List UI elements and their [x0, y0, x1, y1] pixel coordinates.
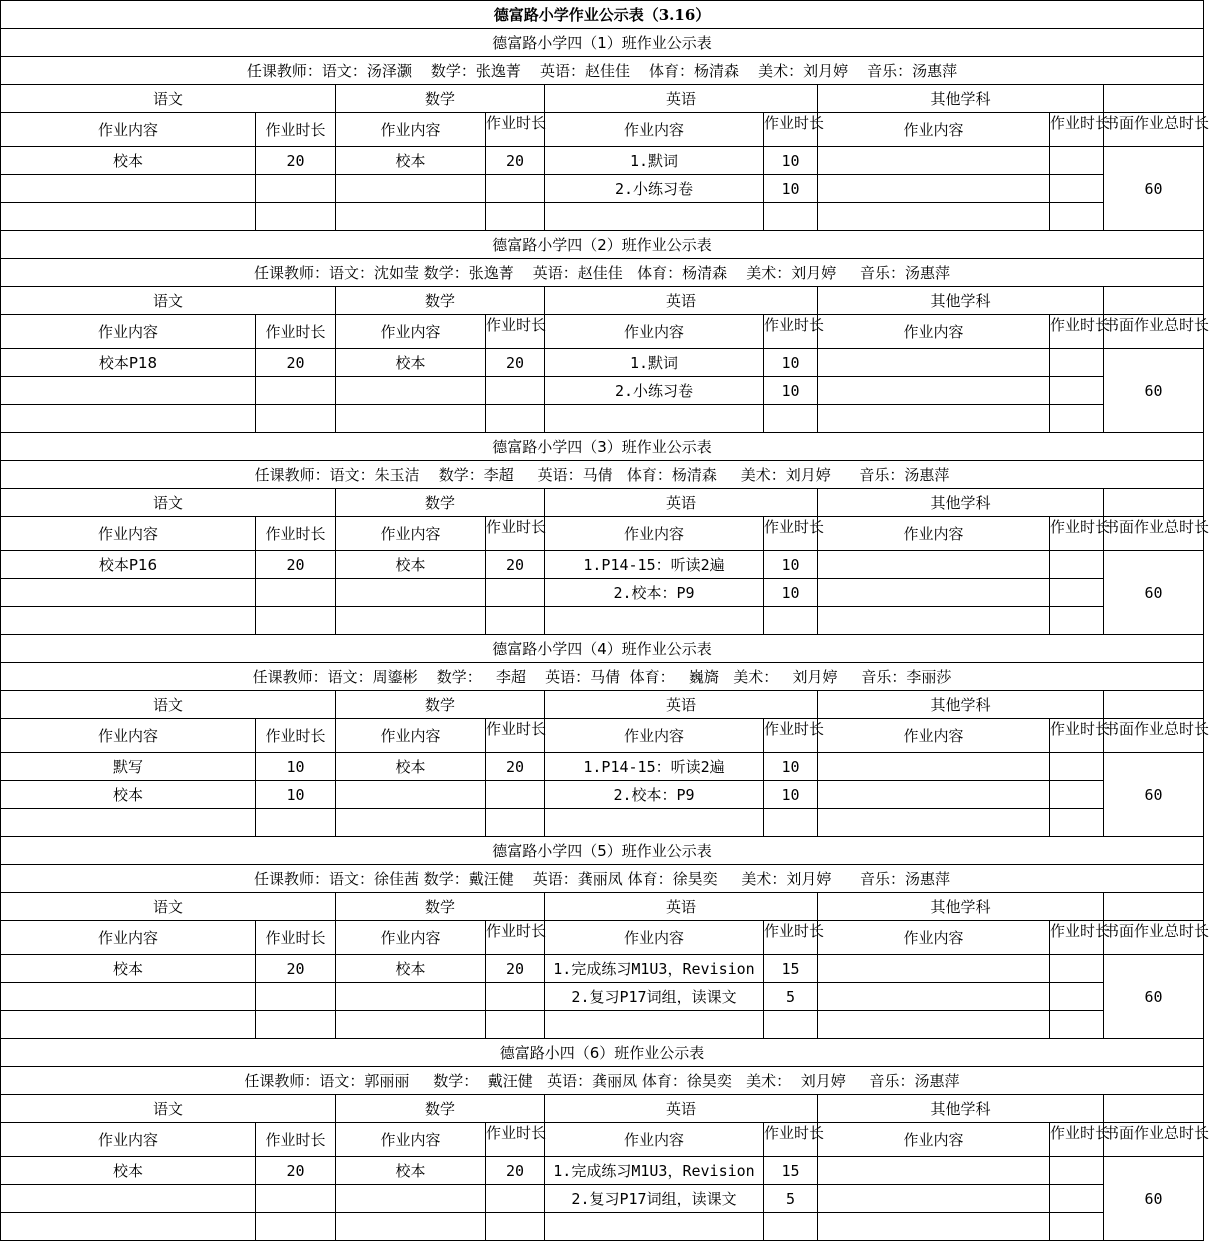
teachers-line: 任课教师：语文：郭丽丽 数学： 戴汪健 英语：龚丽凤 体育：徐昊奕 美术： 刘月婷 音乐：汤惠萍 [1, 1067, 1204, 1095]
chinese-content [1, 607, 256, 635]
col-header-duration: 作业时长 [256, 315, 336, 349]
math-content [336, 405, 486, 433]
col-header-duration-text: 作业时长 [486, 719, 547, 738]
chinese-content [1, 1213, 256, 1241]
chinese-content [1, 175, 256, 203]
english-duration [764, 1213, 818, 1241]
subject-header-english: 英语 [545, 85, 818, 113]
col-header-duration [1050, 719, 1111, 753]
col-header-duration [764, 517, 825, 551]
col-header-content: 作业内容 [545, 1123, 764, 1157]
math-duration: 20 [486, 753, 545, 781]
english-content [545, 607, 764, 635]
chinese-content: 校本P18 [1, 349, 256, 377]
english-content [545, 203, 764, 231]
col-header-duration [1050, 315, 1111, 349]
col-header-content: 作业内容 [1, 517, 256, 551]
table-row [1, 753, 1204, 781]
subject-header-math: 数学 [336, 1095, 545, 1123]
col-header-content: 作业内容 [818, 921, 1050, 955]
table-row [1, 607, 1204, 635]
math-duration [486, 175, 545, 203]
math-content: 校本 [336, 147, 486, 175]
chinese-duration [256, 377, 336, 405]
subject-header-other: 其他学科 [818, 489, 1104, 517]
table-row [1, 203, 1204, 231]
col-header-total [1104, 1123, 1209, 1157]
col-header-duration-text: 作业时长 [1050, 921, 1111, 940]
col-header-content: 作业内容 [336, 517, 486, 551]
other-content [818, 579, 1050, 607]
col-header-content: 作业内容 [545, 315, 764, 349]
col-header-content: 作业内容 [336, 315, 486, 349]
col-header-duration: 作业时长 [256, 719, 336, 753]
col-header-duration [486, 113, 545, 147]
teachers-line: 任课教师：语文：徐佳茜 数学：戴汪健 英语：龚丽凤 体育：徐昊奕 美术：刘月婷 音乐：汤惠萍 [1, 865, 1204, 893]
col-header-duration [764, 719, 825, 753]
chinese-duration [256, 1011, 336, 1039]
other-duration [1050, 607, 1104, 635]
col-header-duration [1050, 113, 1111, 147]
subject-header-math: 数学 [336, 893, 545, 921]
english-content: 1.完成练习M1U3，Revision [545, 955, 764, 983]
english-content: 1.完成练习M1U3，Revision [545, 1157, 764, 1185]
chinese-content [1, 1185, 256, 1213]
col-header-content: 作业内容 [545, 719, 764, 753]
subject-header-other: 其他学科 [818, 85, 1104, 113]
col-header-total [1104, 315, 1209, 349]
col-header-content: 作业内容 [818, 113, 1050, 147]
chinese-duration: 10 [256, 781, 336, 809]
class-title: 德富路小学四（1）班作业公示表 [1, 29, 1204, 57]
col-header-total-text: 书面作业总时长 [1104, 113, 1209, 132]
col-header-duration [764, 921, 825, 955]
chinese-content: 校本P16 [1, 551, 256, 579]
teachers-line: 任课教师：语文：周鎏彬 数学： 李超 英语：马倩 体育： 巍旖 美术： 刘月婷 音乐：李丽莎 [1, 663, 1204, 691]
col-header-content: 作业内容 [1, 719, 256, 753]
other-duration [1050, 377, 1104, 405]
english-duration [764, 1011, 818, 1039]
english-duration: 10 [764, 349, 818, 377]
col-header-duration: 作业时长 [256, 921, 336, 955]
chinese-duration [256, 1213, 336, 1241]
col-header-total [1104, 517, 1209, 551]
chinese-content: 校本 [1, 955, 256, 983]
other-duration [1050, 175, 1104, 203]
math-content [336, 983, 486, 1011]
english-content [545, 405, 764, 433]
chinese-content: 默写 [1, 753, 256, 781]
chinese-content [1, 203, 256, 231]
chinese-duration [256, 809, 336, 837]
subject-header-english: 英语 [545, 489, 818, 517]
subject-header-other: 其他学科 [818, 287, 1104, 315]
subject-header-chinese: 语文 [1, 893, 336, 921]
col-header-duration-text: 作业时长 [486, 315, 547, 334]
table-row [1, 1185, 1204, 1213]
math-duration [486, 405, 545, 433]
math-content: 校本 [336, 551, 486, 579]
chinese-duration: 20 [256, 147, 336, 175]
col-header-content: 作业内容 [336, 719, 486, 753]
english-content: 2.小练习卷 [545, 377, 764, 405]
table-row [1, 175, 1204, 203]
col-header-duration [764, 315, 825, 349]
col-header-total-text: 书面作业总时长 [1104, 921, 1209, 940]
english-duration: 10 [764, 147, 818, 175]
math-duration [486, 607, 545, 635]
col-header-content: 作业内容 [336, 1123, 486, 1157]
english-duration: 10 [764, 175, 818, 203]
table-row [1, 349, 1204, 377]
col-header-duration-text: 作业时长 [486, 113, 547, 132]
english-content: 1.默词 [545, 349, 764, 377]
col-header-content: 作业内容 [545, 517, 764, 551]
math-content [336, 377, 486, 405]
teachers-line: 任课教师：语文：沈如莹 数学：张逸菁 英语：赵佳佳 体育：杨清森 美术：刘月婷 音乐：汤惠萍 [1, 259, 1204, 287]
math-duration [486, 579, 545, 607]
class-title: 德富路小学四（5）班作业公示表 [1, 837, 1204, 865]
math-duration [486, 983, 545, 1011]
subject-header-blank [1104, 1095, 1204, 1123]
subject-header-blank [1104, 691, 1204, 719]
english-content: 2.校本：P9 [545, 579, 764, 607]
math-content [336, 579, 486, 607]
other-duration [1050, 147, 1104, 175]
col-header-duration [486, 517, 545, 551]
chinese-duration [256, 983, 336, 1011]
col-header-duration [764, 1123, 825, 1157]
subject-header-other: 其他学科 [818, 1095, 1104, 1123]
other-content [818, 809, 1050, 837]
math-duration: 20 [486, 551, 545, 579]
col-header-content: 作业内容 [1, 315, 256, 349]
chinese-duration: 10 [256, 753, 336, 781]
english-duration: 15 [764, 955, 818, 983]
table-row [1, 551, 1204, 579]
col-header-duration: 作业时长 [256, 517, 336, 551]
teachers-line: 任课教师：语文：朱玉洁 数学：李超 英语：马倩 体育：杨清森 美术：刘月婷 音乐：汤惠萍 [1, 461, 1204, 489]
math-content: 校本 [336, 955, 486, 983]
subject-header-chinese: 语文 [1, 691, 336, 719]
english-duration [764, 607, 818, 635]
english-duration [764, 203, 818, 231]
other-content [818, 1011, 1050, 1039]
subject-header-other: 其他学科 [818, 691, 1104, 719]
col-header-duration [764, 113, 825, 147]
total-duration: 60 [1104, 1157, 1204, 1241]
math-duration: 20 [486, 349, 545, 377]
other-content [818, 781, 1050, 809]
subject-header-math: 数学 [336, 287, 545, 315]
subject-header-chinese: 语文 [1, 85, 336, 113]
english-duration: 10 [764, 781, 818, 809]
table-row [1, 1213, 1204, 1241]
col-header-content: 作业内容 [545, 113, 764, 147]
math-content: 校本 [336, 753, 486, 781]
chinese-content: 校本 [1, 1157, 256, 1185]
other-content [818, 203, 1050, 231]
col-header-duration: 作业时长 [256, 1123, 336, 1157]
math-content: 校本 [336, 1157, 486, 1185]
math-duration: 20 [486, 955, 545, 983]
other-content [818, 753, 1050, 781]
math-content [336, 203, 486, 231]
col-header-duration-text: 作业时长 [486, 921, 547, 940]
english-content [545, 1011, 764, 1039]
col-header-duration [1050, 1123, 1111, 1157]
class-title: 德富路小学四（3）班作业公示表 [1, 433, 1204, 461]
col-header-content: 作业内容 [818, 1123, 1050, 1157]
col-header-content: 作业内容 [1, 113, 256, 147]
math-duration [486, 377, 545, 405]
other-duration [1050, 1011, 1104, 1039]
chinese-duration: 20 [256, 551, 336, 579]
math-content [336, 175, 486, 203]
table-row [1, 781, 1204, 809]
chinese-duration [256, 405, 336, 433]
table-row [1, 579, 1204, 607]
col-header-duration [486, 315, 545, 349]
math-duration [486, 1213, 545, 1241]
col-header-total-text: 书面作业总时长 [1104, 719, 1209, 738]
other-duration [1050, 551, 1104, 579]
other-content [818, 147, 1050, 175]
col-header-duration [486, 719, 545, 753]
col-header-duration-text: 作业时长 [1050, 719, 1111, 738]
other-duration [1050, 203, 1104, 231]
math-duration [486, 781, 545, 809]
subject-header-math: 数学 [336, 691, 545, 719]
other-duration [1050, 579, 1104, 607]
other-duration [1050, 1157, 1104, 1185]
chinese-content: 校本 [1, 147, 256, 175]
chinese-duration: 20 [256, 349, 336, 377]
col-header-duration-text: 作业时长 [486, 1123, 547, 1142]
other-content [818, 955, 1050, 983]
other-content [818, 607, 1050, 635]
subject-header-blank [1104, 85, 1204, 113]
other-content [818, 175, 1050, 203]
english-content [545, 809, 764, 837]
english-duration: 10 [764, 579, 818, 607]
table-row [1, 955, 1204, 983]
subject-header-english: 英语 [545, 893, 818, 921]
math-content [336, 809, 486, 837]
subject-header-other: 其他学科 [818, 893, 1104, 921]
page-title: 德富路小学作业公示表（3.16） [1, 1, 1204, 29]
subject-header-english: 英语 [545, 691, 818, 719]
table-row [1, 809, 1204, 837]
math-duration: 20 [486, 147, 545, 175]
other-content [818, 349, 1050, 377]
english-duration [764, 809, 818, 837]
col-header-total [1104, 719, 1209, 753]
col-header-duration-text: 作业时长 [486, 517, 547, 536]
total-duration: 60 [1104, 753, 1204, 837]
col-header-total [1104, 921, 1209, 955]
english-content: 2.校本：P9 [545, 781, 764, 809]
chinese-content [1, 377, 256, 405]
english-content: 1.默词 [545, 147, 764, 175]
total-duration: 60 [1104, 349, 1204, 433]
other-duration [1050, 1185, 1104, 1213]
math-content [336, 1213, 486, 1241]
col-header-duration-text: 作业时长 [764, 921, 825, 940]
subject-header-math: 数学 [336, 85, 545, 113]
col-header-content: 作业内容 [545, 921, 764, 955]
col-header-total-text: 书面作业总时长 [1104, 1123, 1209, 1142]
math-duration: 20 [486, 1157, 545, 1185]
english-duration: 10 [764, 377, 818, 405]
chinese-content [1, 983, 256, 1011]
subject-header-blank [1104, 893, 1204, 921]
table-row [1, 147, 1204, 175]
col-header-duration: 作业时长 [256, 113, 336, 147]
chinese-content [1, 579, 256, 607]
col-header-content: 作业内容 [818, 315, 1050, 349]
total-duration: 60 [1104, 955, 1204, 1039]
class-title: 德富路小四（6）班作业公示表 [1, 1039, 1204, 1067]
chinese-duration [256, 175, 336, 203]
subject-header-chinese: 语文 [1, 287, 336, 315]
subject-header-math: 数学 [336, 489, 545, 517]
col-header-duration-text: 作业时长 [1050, 315, 1111, 334]
other-content [818, 551, 1050, 579]
english-content: 2.复习P17词组，读课文 [545, 1185, 764, 1213]
other-content [818, 377, 1050, 405]
math-content [336, 781, 486, 809]
col-header-content: 作业内容 [818, 719, 1050, 753]
subject-header-chinese: 语文 [1, 489, 336, 517]
col-header-duration-text: 作业时长 [764, 315, 825, 334]
table-row [1, 1011, 1204, 1039]
english-duration: 15 [764, 1157, 818, 1185]
col-header-duration-text: 作业时长 [1050, 517, 1111, 536]
chinese-content [1, 405, 256, 433]
col-header-total [1104, 113, 1209, 147]
table-row [1, 983, 1204, 1011]
other-duration [1050, 1213, 1104, 1241]
english-content: 2.复习P17词组，读课文 [545, 983, 764, 1011]
col-header-duration-text: 作业时长 [764, 517, 825, 536]
col-header-duration [1050, 921, 1111, 955]
other-duration [1050, 983, 1104, 1011]
math-content [336, 1185, 486, 1213]
english-duration: 10 [764, 753, 818, 781]
col-header-duration [486, 921, 545, 955]
chinese-duration [256, 579, 336, 607]
math-duration [486, 1011, 545, 1039]
col-header-content: 作业内容 [1, 921, 256, 955]
math-duration [486, 809, 545, 837]
col-header-duration-text: 作业时长 [1050, 1123, 1111, 1142]
col-header-content: 作业内容 [336, 921, 486, 955]
table-row [1, 377, 1204, 405]
english-content: 1.P14-15：听读2遍 [545, 551, 764, 579]
chinese-duration: 20 [256, 955, 336, 983]
chinese-content: 校本 [1, 781, 256, 809]
chinese-content [1, 1011, 256, 1039]
chinese-duration: 20 [256, 1157, 336, 1185]
col-header-total-text: 书面作业总时长 [1104, 517, 1209, 536]
chinese-duration [256, 1185, 336, 1213]
chinese-duration [256, 607, 336, 635]
class-title: 德富路小学四（2）班作业公示表 [1, 231, 1204, 259]
col-header-duration-text: 作业时长 [764, 719, 825, 738]
other-content [818, 983, 1050, 1011]
total-duration: 60 [1104, 551, 1204, 635]
col-header-duration-text: 作业时长 [1050, 113, 1111, 132]
math-duration [486, 1185, 545, 1213]
total-duration: 60 [1104, 147, 1204, 231]
other-duration [1050, 955, 1104, 983]
other-content [818, 1213, 1050, 1241]
col-header-content: 作业内容 [818, 517, 1050, 551]
subject-header-english: 英语 [545, 287, 818, 315]
table-row [1, 1157, 1204, 1185]
other-content [818, 1185, 1050, 1213]
chinese-duration [256, 203, 336, 231]
other-content [818, 405, 1050, 433]
english-duration: 5 [764, 983, 818, 1011]
col-header-duration-text: 作业时长 [764, 1123, 825, 1142]
table-row [1, 405, 1204, 433]
subject-header-blank [1104, 489, 1204, 517]
other-duration [1050, 753, 1104, 781]
subject-header-english: 英语 [545, 1095, 818, 1123]
english-content: 2.小练习卷 [545, 175, 764, 203]
math-duration [486, 203, 545, 231]
other-duration [1050, 781, 1104, 809]
other-content [818, 1157, 1050, 1185]
col-header-duration [1050, 517, 1111, 551]
english-duration: 5 [764, 1185, 818, 1213]
col-header-content: 作业内容 [336, 113, 486, 147]
other-duration [1050, 809, 1104, 837]
col-header-content: 作业内容 [1, 1123, 256, 1157]
other-duration [1050, 349, 1104, 377]
math-content [336, 1011, 486, 1039]
english-duration [764, 405, 818, 433]
col-header-duration-text: 作业时长 [764, 113, 825, 132]
other-duration [1050, 405, 1104, 433]
math-content: 校本 [336, 349, 486, 377]
english-duration: 10 [764, 551, 818, 579]
subject-header-blank [1104, 287, 1204, 315]
math-content [336, 607, 486, 635]
subject-header-chinese: 语文 [1, 1095, 336, 1123]
class-title: 德富路小学四（4）班作业公示表 [1, 635, 1204, 663]
chinese-content [1, 809, 256, 837]
col-header-total-text: 书面作业总时长 [1104, 315, 1209, 334]
col-header-duration [486, 1123, 545, 1157]
english-content [545, 1213, 764, 1241]
teachers-line: 任课教师：语文：汤泽灏 数学：张逸菁 英语：赵佳佳 体育：杨清森 美术：刘月婷 音乐：汤惠萍 [1, 57, 1204, 85]
english-content: 1.P14-15：听读2遍 [545, 753, 764, 781]
